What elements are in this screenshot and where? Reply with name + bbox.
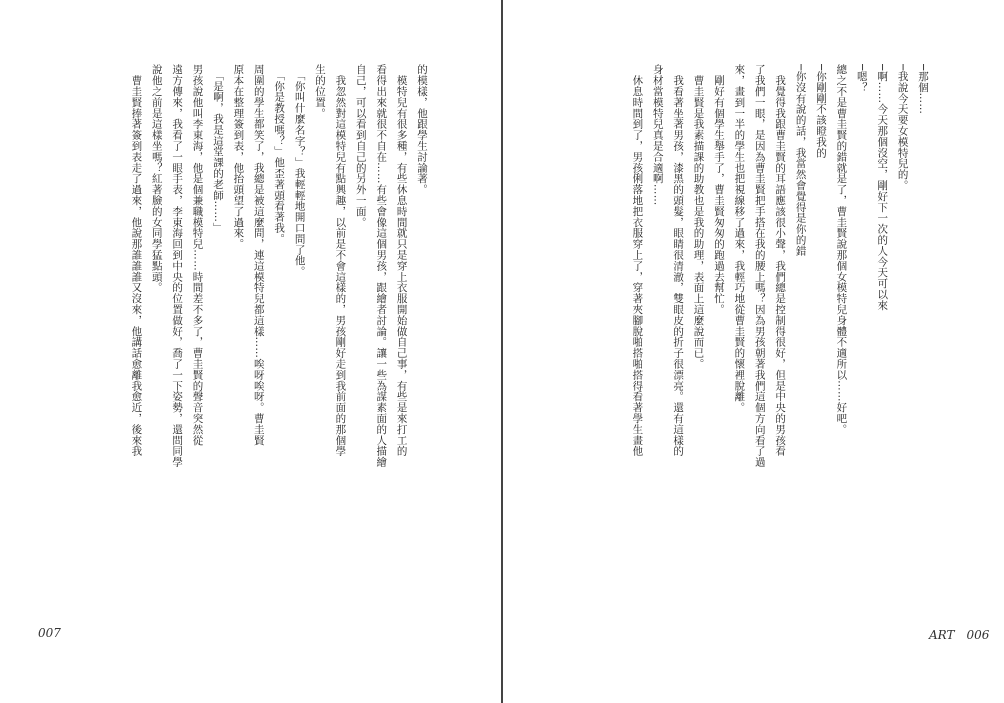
text-line: 的模樣，他跟學生討論著。 <box>416 64 428 195</box>
text-line: 總之不是曹圭賢的錯就是了，曹圭賢說那個女模特兒身體不適所以……好吧。 <box>835 64 848 435</box>
text-line: 「你是教授嗎？」他歪著頭看著我。 <box>273 64 286 245</box>
text-line: ─你沒有說的話，我當然會覺得是你的錯 <box>794 64 807 257</box>
right-page-number: ART 006 <box>929 628 990 642</box>
text-line: 我覺得我跟曹圭賢的耳語應該很小聲，我們總是控制得很好，但是中央的男孩看 <box>774 64 787 457</box>
text-line: 「是啊，我是這堂課的老師……」 <box>211 64 224 234</box>
text-line: 遠方傳來，我看了一眼手表，李東海回到中央的位置做好，喬了一下姿勢，還問同學 <box>171 64 184 468</box>
text-line: 看得出來就很不自在……有些會像這個男孩，跟繪者討論。讓一些為謀素面的人描繪 <box>375 64 388 468</box>
text-line: 說他之前是這樣坐嗎？紅著臉的女同學猛點頭。 <box>150 64 163 293</box>
text-line: 周圍的學生都笑了，我總是被這麼問，連這模特兒都這樣……唉呀唉呀。曹圭賢 <box>252 64 265 446</box>
text-line: 生的位置。 <box>313 64 326 119</box>
left-page <box>0 0 501 703</box>
text-line: 模特兒有很多種，有些休息時間就只是穿上衣服開始做自己事，有些是來打工的 <box>395 64 408 457</box>
text-line: 曹圭賢捧著簽到表走了過來，他說那誰誰誰又沒來，他講話愈離我愈近，後來我 <box>130 64 143 457</box>
text-line: 原本在整理簽到表，他抬頭望了過來。 <box>232 64 245 250</box>
text-line: 我看著坐著男孩，漆黑的頭髮，眼睛很清澈，雙眼皮的折子很漂亮。還有這樣的 <box>672 64 685 457</box>
text-line: ─嗯？ <box>855 64 868 93</box>
text-line: ─你剛剛不該瞪我的 <box>814 64 827 158</box>
text-line: 我忽然對這模特兒有點興趣，以前是不會這樣的，男孩剛好走到我前面的那個學 <box>334 64 347 457</box>
text-line: ─啊……今天那個沒空，剛好下一次的人今天可以來 <box>876 64 889 311</box>
text-line: 休息時間到了，男孩俐落地把衣服穿上了，穿著夾腳脫啪搭啪搭得看著學生畫他 <box>631 64 644 457</box>
right-page <box>503 0 1004 703</box>
text-line: ─那個…… <box>917 64 929 115</box>
text-line: ─我說今天要女模特兒的。 <box>896 64 909 191</box>
text-line: 身材當模特兒真是合適啊…… <box>651 64 664 206</box>
right-page-text <box>587 64 933 534</box>
text-line: 了我們一眼，是因為曹圭賢把手搭在我的腰上嗎？因為男孩朝著我們這個方向看了過 <box>753 64 766 468</box>
text-line: 男孩說他叫李東海，他是個兼職模特兒……時間差不多了，曹圭賢的聲音突然從 <box>191 64 204 446</box>
left-page-number: 007 <box>38 626 61 640</box>
text-line: 自己，可以看到自己的另外一面。 <box>354 64 367 228</box>
left-page-text <box>92 64 432 534</box>
text-line: 來，畫到一半的學生也把視線移了過來，我輕巧地從曹圭賢的懷裡脫離。 <box>733 64 746 413</box>
text-line: 剛好有個學生舉手了，曹圭賢匆匆的跑過去幫忙。 <box>712 64 725 315</box>
text-line: 「你叫什麼名字？」我輕輕地開口問了他。 <box>293 64 306 277</box>
text-line: 曹圭賢是我素描課的助教也是我的助理，表面上這麼說而已。 <box>692 64 705 370</box>
